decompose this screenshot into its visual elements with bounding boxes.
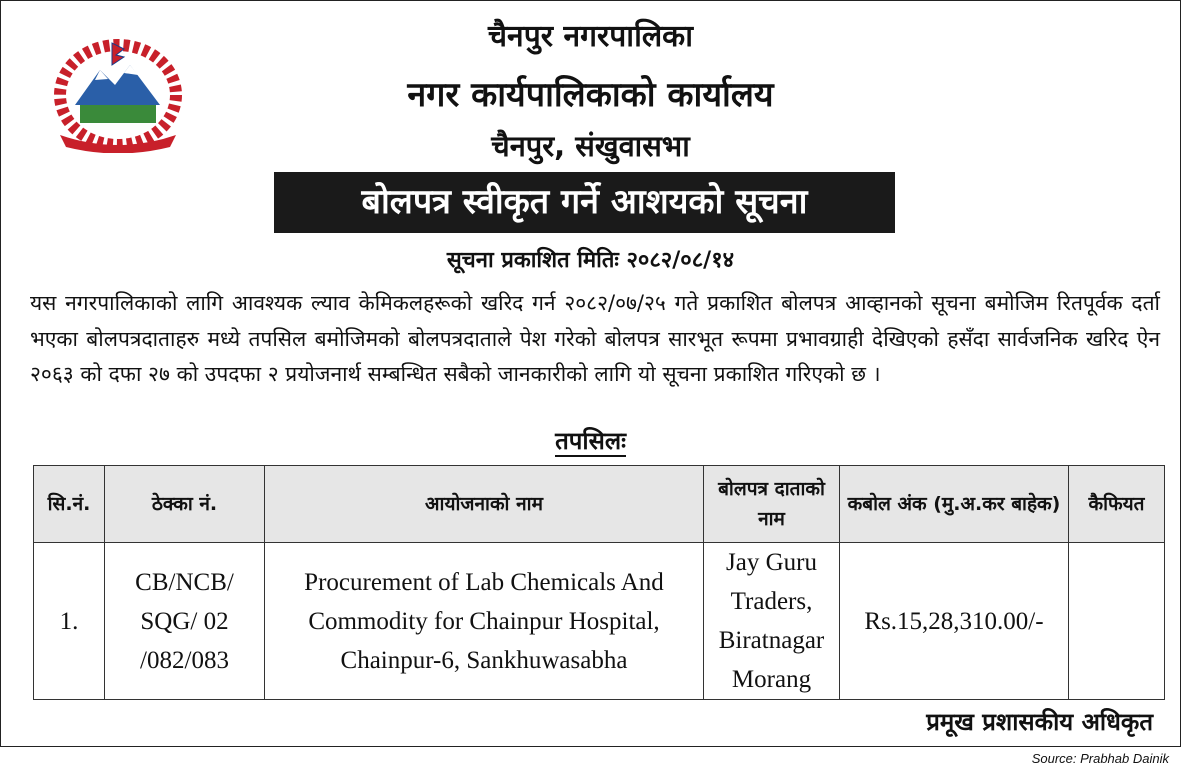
municipality-name: चैनपुर नगरपालिका <box>488 19 693 54</box>
col-amount: कबोल अंक (मु.अ.कर बाहेक) <box>840 466 1069 543</box>
col-project: आयोजनाको नाम <box>265 466 704 543</box>
office-name: नगर कार्यपालिकाको कार्यालय <box>407 75 774 115</box>
cell-sn: 1. <box>34 543 105 700</box>
bid-table <box>33 465 1165 700</box>
col-sn: सि.नं. <box>34 466 105 543</box>
table-header-row <box>34 466 1165 543</box>
table-row <box>34 543 1165 700</box>
cell-amount: Rs.15,28,310.00/- <box>840 543 1069 700</box>
col-bidder: बोलपत्र दाताको नाम <box>704 466 840 543</box>
notice-title-banner: बोलपत्र स्वीकृत गर्ने आशयको सूचना <box>274 172 895 233</box>
cell-contract-no: CB/NCB/ SQG/ 02 /082/083 <box>105 543 265 700</box>
cell-remarks <box>1069 543 1165 700</box>
col-remarks: कैफियत <box>1069 466 1165 543</box>
notice-paragraph: यस नगरपालिकाको लागि आवश्यक ल्याव केमिकलहरूको खरिद गर्न २०८२/०७/२५ गते प्रकाशित बोलपत्र आव्हानको सूचना बमोजिम रितपूर्वक दर्ता भएका बोलपत्रदाताहरु मध्ये तपसिल बमोजिमको बोलपत्रदाताले पेश गरेको बोलपत्र सारभूत रूपमा प्रभावग्राही देखिएको हसँदा सार्वजनिक खरिद ऐन २०६३ को दफा २७ को उपदफा २ प्रयोजनार्थ सम्बन्धित सबैको जानकारीको लागि यो सूचना प्रकाशित गरिएको छ । <box>30 291 1160 386</box>
publish-date: सूचना प्रकाशित मितिः २०८२/०८/१४ <box>446 248 735 273</box>
cell-project: Procurement of Lab Chemicals And Commodity for Chainpur Hospital, Chainpur-6, Sankhuwasabha <box>265 543 704 700</box>
schedule-heading <box>0 424 1181 457</box>
cell-bidder: Jay Guru Traders, Biratnagar Morang <box>704 543 840 700</box>
col-contract-no: ठेक्का नं. <box>105 466 265 543</box>
office-address: चैनपुर, संखुवासभा <box>491 129 690 163</box>
source-credit: Source: Prabhab Dainik <box>1031 751 1169 766</box>
schedule-heading-text: तपसिलः <box>555 427 626 455</box>
signatory: प्रमूख प्रशासकीय अधिकृत <box>926 708 1153 736</box>
